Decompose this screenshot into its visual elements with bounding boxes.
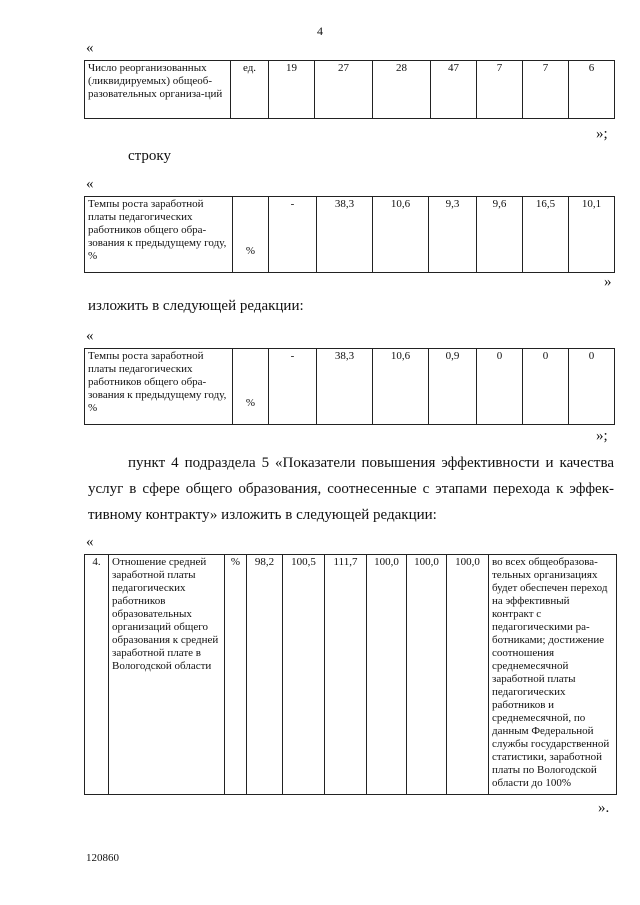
table-cell-num: 4. [85, 555, 109, 795]
table-cell: 7 [523, 61, 569, 119]
table-cell-unit: % [233, 197, 269, 273]
table-cell: 98,2 [247, 555, 283, 795]
table-cell: 16,5 [523, 197, 569, 273]
open-quote-1: « [86, 40, 94, 56]
page-number: 4 [317, 24, 323, 38]
table-cell: 111,7 [325, 555, 367, 795]
table-cell: 10,1 [569, 197, 615, 273]
close-quote-4: ». [598, 800, 610, 816]
open-quote-2: « [86, 176, 94, 192]
table-cell: 100,0 [407, 555, 447, 795]
table-salary-ratio [84, 554, 617, 795]
table-cell: - [269, 197, 317, 273]
table-row-label: Темпы роста заработной платы педагогических работников общего обра-зования к предыдущему году, % [85, 349, 233, 425]
table-cell: 100,5 [283, 555, 325, 795]
table-salary-growth-new [84, 348, 615, 425]
table-cell-unit: % [225, 555, 247, 795]
document-code: 120860 [86, 852, 119, 864]
table-cell: 10,6 [373, 349, 429, 425]
close-quote-1: »; [596, 126, 608, 142]
table-row-label: Темпы роста заработной платы педагогических работников общего обра-зования к предыдущему году, % [85, 197, 233, 273]
table-cell: - [269, 349, 317, 425]
table-cell: 0 [569, 349, 615, 425]
table-cell: 27 [315, 61, 373, 119]
table-cell: 100,0 [367, 555, 407, 795]
table-cell: 47 [431, 61, 477, 119]
line-replace: изложить в следующей редакции: [88, 298, 304, 314]
table-cell-unit: % [233, 349, 269, 425]
open-quote-4: « [86, 534, 94, 550]
table-cell: 38,3 [317, 197, 373, 273]
table-cell: 0 [523, 349, 569, 425]
table-cell-note: во всех общеобразова-тельных организациях будет обеспечен переход на эффективный контракт с педагогическими ра-ботниками; достижение соотношения среднемесячной заработной платы педагогических работников и среднемесячной, по данным Федеральной службы государственной статистики, заработной платы по Вологодской области до 100% [489, 555, 617, 795]
table-cell: 0 [477, 349, 523, 425]
table-cell: 7 [477, 61, 523, 119]
table-cell: 100,0 [447, 555, 489, 795]
table-cell: 9,3 [429, 197, 477, 273]
table-cell: 10,6 [373, 197, 429, 273]
table-cell-unit: ед. [231, 61, 269, 119]
table-cell: 19 [269, 61, 315, 119]
table-cell: 28 [373, 61, 431, 119]
close-quote-2: » [604, 274, 612, 290]
open-quote-3: « [86, 328, 94, 344]
table-salary-growth-old [84, 196, 615, 273]
table-row-label: Число реорганизованных (ликвидируемых) общеоб-разовательных организа-ций [85, 61, 231, 119]
close-quote-3: »; [596, 428, 608, 444]
table-cell: 6 [569, 61, 615, 119]
body-paragraph: пункт 4 подраздела 5 «Показатели повышения эффективности и качества услуг в сфере общего образования, соотнесенные с этапами перехода к эффек-тивному контракту» изложить в следующей редакции: [88, 455, 614, 523]
table-cell: 0,9 [429, 349, 477, 425]
table-row-label: Отношение средней заработной платы педагогических работников образовательных организаций общего образования к средней заработной плате в Вологодской области [109, 555, 225, 795]
table-cell: 9,6 [477, 197, 523, 273]
line-stroku: строку [128, 148, 171, 164]
table-reorganized [84, 60, 615, 119]
table-cell: 38,3 [317, 349, 373, 425]
